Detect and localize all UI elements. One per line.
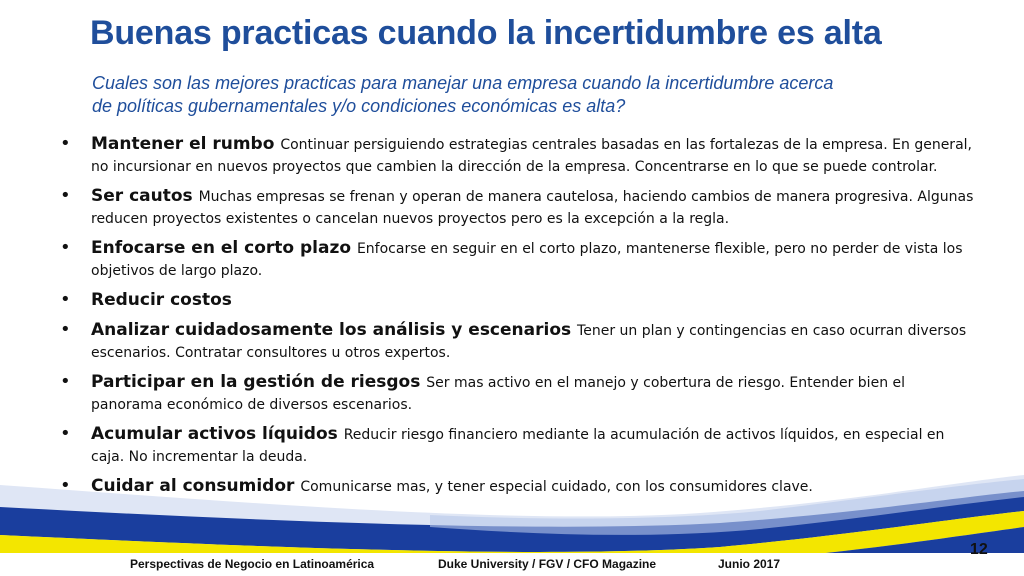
bullet-heading: Mantener el rumbo [91,134,281,154]
bullet-heading: Participar en la gestión de riesgos [91,372,427,392]
bullet-item [60,423,980,468]
bullet-icon: • [60,423,71,444]
subtitle-line: Cuales son las mejores practicas para manejar una empresa cuando la incertidumbre acerca [92,73,834,93]
bullet-heading: Acumular activos líquidos [91,424,344,444]
bullet-text: Continuar persiguiendo estrategias centrales basadas en las fortalezas de la empresa. En general, no incursionar en nuevos proyectos que cambien la dirección de la empresa. Concentrarse en lo que se puede controlar. [91,137,972,175]
bullet-item [60,237,980,282]
bullet-icon: • [60,371,71,392]
bullet-item [60,371,980,416]
subtitle [92,72,912,118]
bullet-text: Reducir riesgo financiero mediante la acumulación de activos líquidos, en especial en caja. No incrementar la deuda. [91,427,945,465]
bullet-item [60,319,980,364]
bullet-text: Ser mas activo en el manejo y cobertura de riesgo. Entender bien el panorama económico de diversos escenarios. [91,375,906,413]
bullet-heading: Cuidar al consumidor [91,476,301,496]
bullet-text: Comunicarse mas, y tener especial cuidado, con los consumidores clave. [300,479,813,495]
bullet-heading: Analizar cuidadosamente los análisis y escenarios [91,320,578,340]
bullet-heading: Ser cautos [91,186,199,206]
bullet-text: Muchas empresas se frenan y operan de manera cautelosa, haciendo cambios de manera progresiva. Algunas reducen proyectos existentes o cancelan nuevos proyectos pero es la excepción a la regla. [91,189,974,227]
bullet-icon: • [60,319,71,340]
bullet-item [60,475,980,498]
bullet-heading: Reducir costos [91,290,232,310]
bullet-item [60,289,980,312]
page-number: 12 [970,541,988,558]
subtitle-line: de políticas gubernamentales y/o condiciones económicas es alta? [92,96,626,116]
footer-right-text: Junio 2017 [718,557,781,571]
bullet-list [60,133,980,505]
bullet-text: Tener un plan y contingencias en caso ocurran diversos escenarios. Contratar consultores u otros expertos. [91,323,967,361]
bullet-icon: • [60,289,71,310]
page-title: Buenas practicas cuando la incertidumbre es alta [90,14,882,52]
bullet-icon: • [60,475,71,496]
bullet-item [60,133,980,178]
bullet-heading: Enfocarse en el corto plazo [91,238,357,258]
bullet-icon: • [60,185,71,206]
bullet-item [60,185,980,230]
bullet-icon: • [60,133,71,154]
footer-left-text: Perspectivas de Negocio en Latinoamérica [130,557,375,571]
bullet-text: Enfocarse en seguir en el corto plazo, mantenerse flexible, pero no perder de vista los objetivos de largo plazo. [91,241,963,279]
bullet-icon: • [60,237,71,258]
footer-center-text: Duke University / FGV / CFO Magazine [438,557,657,571]
